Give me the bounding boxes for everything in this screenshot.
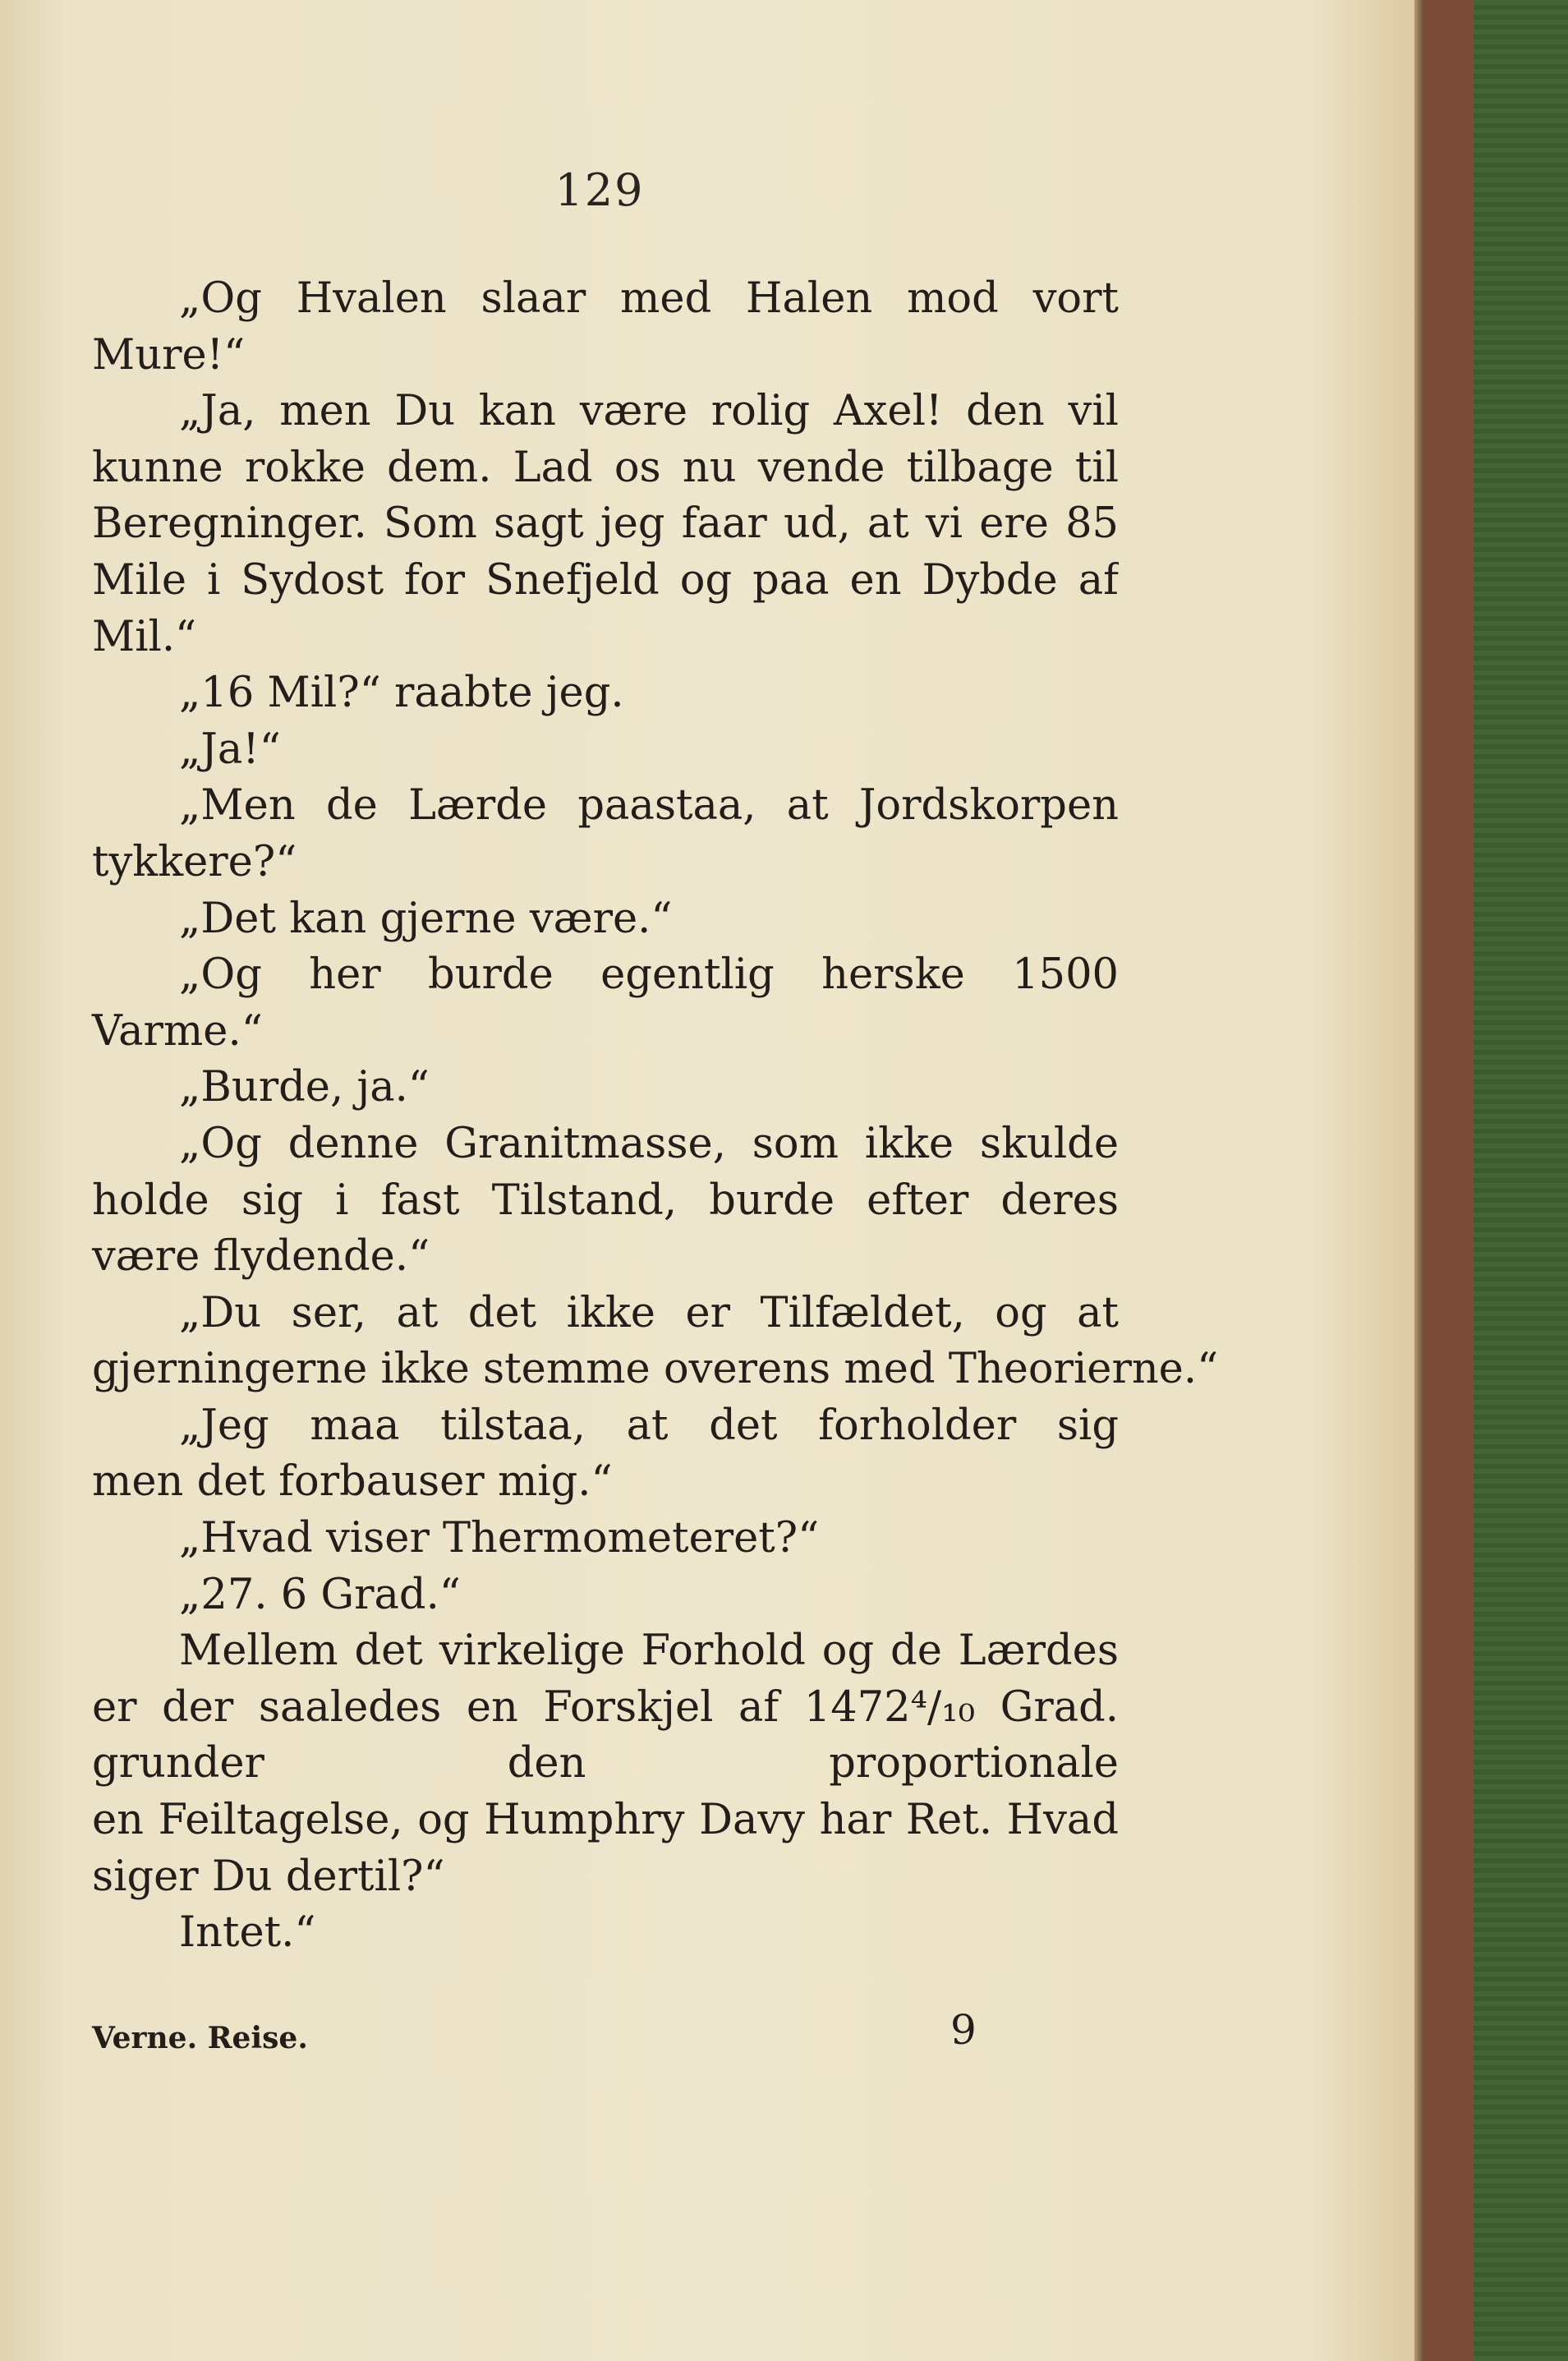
page-edge [1414,0,1424,2361]
text-line: „16 Mil?“ raabte jeg. [179,669,624,718]
text-line: Mile i Sydost for Snefjeld og paa en Dybde af [92,555,1119,605]
text-line: holde sig i fast Tilstand, burde efter deres [92,1176,1119,1225]
text-line: „Hvad viser Thermometeret?“ [179,1514,820,1563]
text-line: „Og Hvalen slaar med Halen mod vort [179,274,1119,323]
body-text [92,271,1219,1962]
text-line: tykkere?“ [92,837,297,886]
page-footer [92,2006,1119,2055]
text-line: Intet.“ [179,1908,316,1958]
text-line: „Ja!“ [179,725,281,774]
sheet-number: 9 [950,2006,977,2054]
text-line: „Det kan gjerne være.“ [179,894,673,943]
text-line: „27. 6 Grad.“ [179,1570,461,1619]
text-line: „Og her burde egentlig herske 1500 [179,950,1119,1000]
text-line: Mure!“ [92,330,246,380]
text-line: „Men de Lærde paastaa, at Jordskorpen [179,781,1119,831]
book-cloth-binding [1474,0,1568,2361]
text-line: en Feiltagelse, og Humphry Davy har Ret. Hvad [92,1796,1119,1845]
text-line: Mellem det virkelige Forhold og de Lærdes [179,1627,1119,1676]
text-line: er der saaledes en Forskjel af 1472⁴/₁₀ Grad. [92,1682,1119,1732]
text-line: kunne rokke dem. Lad os nu vende tilbage til [92,443,1119,492]
text-line: „Burde, ja.“ [179,1063,430,1112]
book-cover-edge [1424,0,1474,2361]
footer-signature: Verne. Reise. [92,2021,308,2055]
text-line: „Og denne Granitmasse, som ikke skulde [179,1119,1119,1168]
text-line: siger Du dertil?“ [92,1852,445,1901]
page-number: 129 [554,164,645,216]
text-line: grunder den proportionale [92,1739,1119,1788]
text-line: „Ja, men Du kan være rolig Axel! den vil [179,387,1119,436]
text-line: være flydende.“ [92,1232,430,1282]
text-line: gjerningerne ikke stemme overens med Theorierne.“ [92,1345,1219,1394]
text-line: Mil.“ [92,612,197,661]
text-line: men det forbauser mig.“ [92,1457,613,1507]
text-line: „Jeg maa tilstaa, at det forholder sig [179,1401,1119,1450]
text-line: Varme.“ [92,1006,263,1056]
text-line: „Du ser, at det ikke er Tilfældet, og at [179,1288,1119,1337]
text-line: Beregninger. Som sagt jeg faar ud, at vi ere 85 [92,499,1119,549]
